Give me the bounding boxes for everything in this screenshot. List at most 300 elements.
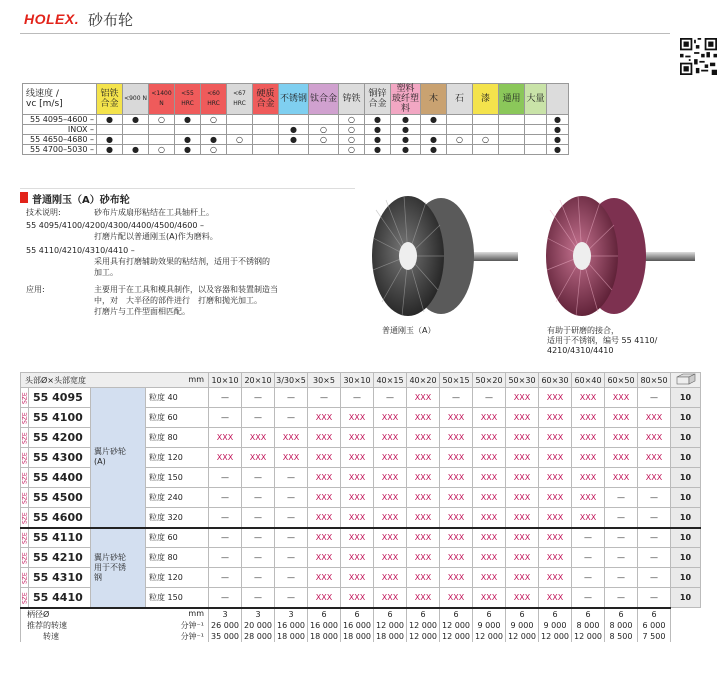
article-code: 55 4100 bbox=[29, 408, 91, 428]
size-header: 60×30 bbox=[539, 373, 572, 388]
availability-cell: XXX bbox=[440, 508, 473, 528]
material-col-0: 铝铁 合金 bbox=[97, 84, 123, 115]
availability-cell: — bbox=[638, 588, 671, 608]
spec-value: 12 000 bbox=[407, 620, 440, 631]
availability-cell: — bbox=[638, 388, 671, 408]
availability-cell: XXX bbox=[605, 388, 638, 408]
material-row-code: 55 4650–4680 – bbox=[23, 135, 97, 145]
grit-label: 粒度 80 bbox=[146, 428, 209, 448]
availability-cell: — bbox=[209, 588, 242, 608]
sze-tag: SZE bbox=[21, 468, 29, 488]
suitability-cell: ● bbox=[365, 115, 391, 125]
availability-cell: XXX bbox=[341, 468, 374, 488]
spec-row bbox=[21, 631, 701, 642]
holex-logo: HOLEX. bbox=[24, 11, 80, 27]
availability-cell: XXX bbox=[473, 528, 506, 548]
availability-cell: XXX bbox=[407, 528, 440, 548]
flap-wheel-a-image bbox=[366, 190, 521, 325]
pack-qty: 10 bbox=[671, 468, 701, 488]
suitability-cell: ● bbox=[175, 135, 201, 145]
sze-tag: SZE bbox=[21, 408, 29, 428]
spec-value: 6 bbox=[440, 608, 473, 620]
suitability-cell bbox=[473, 115, 499, 125]
spec-value: 18 000 bbox=[275, 631, 308, 642]
suitability-cell: ● bbox=[547, 125, 569, 135]
suitability-cell bbox=[201, 125, 227, 135]
spec-value: 6 bbox=[374, 608, 407, 620]
suitability-cell: ● bbox=[279, 135, 309, 145]
availability-cell: XXX bbox=[407, 408, 440, 428]
suitability-cell: ● bbox=[421, 145, 447, 155]
sze-tag: SZE bbox=[21, 488, 29, 508]
suitability-cell bbox=[447, 145, 473, 155]
availability-cell: XXX bbox=[341, 548, 374, 568]
availability-cell: — bbox=[209, 548, 242, 568]
pack-qty: 10 bbox=[671, 508, 701, 528]
sze-tag: SZE bbox=[21, 548, 29, 568]
material-col-3: <55 HRC bbox=[175, 84, 201, 115]
qr-code-icon bbox=[680, 38, 717, 75]
material-col-5: <67 HRC bbox=[227, 84, 253, 115]
availability-cell: XXX bbox=[374, 528, 407, 548]
availability-cell: — bbox=[242, 588, 275, 608]
speed-label: 线速度 / vc [m/s] bbox=[23, 84, 97, 115]
material-col-4: <60 HRC bbox=[201, 84, 227, 115]
spec-label: 推荐的转速 分钟⁻¹ bbox=[21, 620, 209, 631]
suitability-cell: ○ bbox=[149, 145, 175, 155]
spec-row bbox=[21, 620, 701, 631]
availability-cell: XXX bbox=[341, 448, 374, 468]
suitability-cell bbox=[525, 145, 547, 155]
suitability-cell bbox=[279, 115, 309, 125]
header-divider bbox=[20, 33, 670, 34]
availability-cell: — bbox=[242, 548, 275, 568]
size-header: 60×40 bbox=[572, 373, 605, 388]
spec-value: 3 bbox=[209, 608, 242, 620]
size-header: 10×10 bbox=[209, 373, 242, 388]
availability-cell: XXX bbox=[440, 548, 473, 568]
availability-cell: — bbox=[605, 588, 638, 608]
pack-qty: 10 bbox=[671, 588, 701, 608]
sze-tag: SZE bbox=[21, 388, 29, 408]
availability-cell: — bbox=[242, 528, 275, 548]
spec-value: 3 bbox=[275, 608, 308, 620]
availability-cell: XXX bbox=[242, 448, 275, 468]
material-row bbox=[23, 115, 569, 125]
availability-cell: — bbox=[275, 508, 308, 528]
availability-cell: XXX bbox=[638, 448, 671, 468]
availability-cell: — bbox=[605, 568, 638, 588]
availability-cell: XXX bbox=[638, 468, 671, 488]
availability-cell: XXX bbox=[473, 428, 506, 448]
article-code: 55 4110 bbox=[29, 528, 91, 548]
availability-cell: — bbox=[209, 388, 242, 408]
suitability-cell: ● bbox=[391, 125, 421, 135]
grit-label: 粒度 40 bbox=[146, 388, 209, 408]
size-header: 60×50 bbox=[605, 373, 638, 388]
availability-cell: — bbox=[242, 468, 275, 488]
suitability-cell: ● bbox=[279, 125, 309, 135]
suitability-cell bbox=[473, 145, 499, 155]
availability-cell: — bbox=[638, 508, 671, 528]
availability-cell: XXX bbox=[407, 588, 440, 608]
grit-label: 粒度 150 bbox=[146, 588, 209, 608]
material-col-10: 铜锌 合金 bbox=[365, 84, 391, 115]
spec-value: 12 000 bbox=[374, 620, 407, 631]
material-col-6: 硬质 合金 bbox=[253, 84, 279, 115]
spec-value: 6 bbox=[341, 608, 374, 620]
availability-cell: XXX bbox=[374, 428, 407, 448]
pack-qty: 10 bbox=[671, 488, 701, 508]
page-header bbox=[0, 0, 725, 40]
material-col-16: 大量 bbox=[525, 84, 547, 115]
suitability-cell bbox=[253, 145, 279, 155]
codes1-text: 打磨片配以普通刚玉(A)作为磨料。 bbox=[94, 232, 218, 241]
availability-cell: XXX bbox=[308, 428, 341, 448]
availability-cell: XXX bbox=[440, 428, 473, 448]
head-dim-label: 头部Ø×头部宽度 mm bbox=[21, 373, 209, 388]
spec-value: 18 000 bbox=[341, 631, 374, 642]
availability-cell: — bbox=[209, 408, 242, 428]
page-title: 砂布轮 bbox=[88, 11, 134, 29]
grit-label: 粒度 60 bbox=[146, 408, 209, 428]
availability-cell: — bbox=[572, 568, 605, 588]
suitability-cell bbox=[227, 125, 253, 135]
suitability-cell: ○ bbox=[339, 145, 365, 155]
availability-cell: XXX bbox=[539, 508, 572, 528]
suitability-cell: ● bbox=[97, 115, 123, 125]
availability-cell: XXX bbox=[473, 588, 506, 608]
availability-cell: — bbox=[473, 388, 506, 408]
availability-cell: XXX bbox=[308, 408, 341, 428]
material-row-code: 55 4700–5030 – bbox=[23, 145, 97, 155]
availability-cell: — bbox=[242, 408, 275, 428]
article-code: 55 4300 bbox=[29, 448, 91, 468]
spec-value: 6 bbox=[638, 608, 671, 620]
availability-cell: XXX bbox=[308, 568, 341, 588]
codes2: 55 4110/4210/4310/4410 – bbox=[26, 246, 135, 255]
pack-qty: 10 bbox=[671, 388, 701, 408]
spec-label: 柄径Ø mm bbox=[21, 608, 209, 620]
spec-value: 12 000 bbox=[407, 631, 440, 642]
availability-cell: XXX bbox=[440, 468, 473, 488]
availability-cell: XXX bbox=[473, 488, 506, 508]
article-code: 55 4310 bbox=[29, 568, 91, 588]
pack-qty: 10 bbox=[671, 548, 701, 568]
availability-cell: XXX bbox=[473, 548, 506, 568]
material-col-13: 石 bbox=[447, 84, 473, 115]
availability-cell: XXX bbox=[275, 428, 308, 448]
spec-value: 12 000 bbox=[539, 631, 572, 642]
use-text-3: 打磨片与工件型面相匹配。 bbox=[94, 307, 190, 316]
availability-cell: XXX bbox=[572, 508, 605, 528]
spec-value: 6 bbox=[473, 608, 506, 620]
material-col-7: 不锈钢 bbox=[279, 84, 309, 115]
availability-cell: — bbox=[638, 528, 671, 548]
availability-cell: XXX bbox=[506, 568, 539, 588]
availability-cell: — bbox=[209, 468, 242, 488]
use-text-1: 主要用于在工具和模具制作，以及容器和装置制造当 bbox=[94, 285, 278, 294]
size-header: 50×30 bbox=[506, 373, 539, 388]
spec-row bbox=[21, 608, 701, 620]
availability-cell: — bbox=[209, 568, 242, 588]
availability-cell: XXX bbox=[308, 508, 341, 528]
spec-label: 转速 分钟⁻¹ bbox=[21, 631, 209, 642]
availability-cell: XXX bbox=[506, 408, 539, 428]
article-code: 55 4600 bbox=[29, 508, 91, 528]
spec-value: 3 bbox=[242, 608, 275, 620]
material-table bbox=[22, 83, 569, 155]
material-col-17 bbox=[547, 84, 569, 115]
suitability-cell bbox=[421, 125, 447, 135]
suitability-cell bbox=[227, 115, 253, 125]
availability-cell: XXX bbox=[374, 548, 407, 568]
availability-cell: XXX bbox=[374, 448, 407, 468]
sze-tag: SZE bbox=[21, 428, 29, 448]
spec-value: 12 000 bbox=[440, 620, 473, 631]
availability-cell: XXX bbox=[440, 528, 473, 548]
availability-cell: — bbox=[275, 388, 308, 408]
spec-value: 20 000 bbox=[242, 620, 275, 631]
pack-qty: 10 bbox=[671, 428, 701, 448]
section-marker bbox=[20, 192, 28, 203]
material-col-9: 铸铁 bbox=[339, 84, 365, 115]
availability-cell: XXX bbox=[308, 588, 341, 608]
suitability-cell: ○ bbox=[339, 115, 365, 125]
availability-cell: — bbox=[572, 548, 605, 568]
spec-value: 7 500 bbox=[638, 631, 671, 642]
availability-cell: XXX bbox=[473, 468, 506, 488]
availability-cell: XXX bbox=[407, 568, 440, 588]
availability-cell: XXX bbox=[473, 508, 506, 528]
availability-cell: XXX bbox=[341, 428, 374, 448]
availability-cell: — bbox=[605, 488, 638, 508]
grit-label: 粒度 120 bbox=[146, 448, 209, 468]
suitability-cell bbox=[279, 145, 309, 155]
suitability-cell: ○ bbox=[339, 135, 365, 145]
spec-value: 26 000 bbox=[209, 620, 242, 631]
suitability-cell: ● bbox=[391, 115, 421, 125]
availability-cell: XXX bbox=[539, 528, 572, 548]
availability-cell: XXX bbox=[242, 428, 275, 448]
spec-value: 35 000 bbox=[209, 631, 242, 642]
suitability-cell: ● bbox=[547, 145, 569, 155]
spec-value: 16 000 bbox=[341, 620, 374, 631]
availability-cell: — bbox=[638, 548, 671, 568]
size-header: 30×10 bbox=[341, 373, 374, 388]
suitability-cell bbox=[309, 115, 339, 125]
availability-cell: — bbox=[242, 488, 275, 508]
availability-cell: XXX bbox=[374, 588, 407, 608]
caption-a: 普通刚玉（A） bbox=[382, 326, 436, 335]
size-header: 20×10 bbox=[242, 373, 275, 388]
suitability-cell: ● bbox=[547, 135, 569, 145]
suitability-cell bbox=[149, 125, 175, 135]
suitability-cell: ● bbox=[547, 115, 569, 125]
suitability-cell: ● bbox=[365, 125, 391, 135]
availability-cell: XXX bbox=[506, 508, 539, 528]
availability-cell: XXX bbox=[440, 568, 473, 588]
material-row bbox=[23, 125, 569, 135]
suitability-cell bbox=[97, 125, 123, 135]
suitability-cell: ● bbox=[365, 135, 391, 145]
suitability-cell bbox=[525, 115, 547, 125]
availability-cell: XXX bbox=[506, 488, 539, 508]
pack-qty: 10 bbox=[671, 448, 701, 468]
availability-cell: XXX bbox=[374, 488, 407, 508]
availability-cell: — bbox=[275, 528, 308, 548]
availability-cell: XXX bbox=[209, 448, 242, 468]
availability-cell: XXX bbox=[440, 408, 473, 428]
material-row-code: INOX – bbox=[23, 125, 97, 135]
availability-cell: XXX bbox=[539, 488, 572, 508]
spec-value: 6 bbox=[506, 608, 539, 620]
availability-cell: XXX bbox=[539, 448, 572, 468]
spec-value: 18 000 bbox=[308, 631, 341, 642]
article-code: 55 4200 bbox=[29, 428, 91, 448]
availability-cell: — bbox=[638, 488, 671, 508]
material-row-code: 55 4095–4600 – bbox=[23, 115, 97, 125]
suitability-cell: ● bbox=[365, 145, 391, 155]
suitability-cell bbox=[309, 145, 339, 155]
suitability-cell bbox=[123, 125, 149, 135]
size-header: 3/30×5 bbox=[275, 373, 308, 388]
material-col-12: 木 bbox=[421, 84, 447, 115]
suitability-cell bbox=[447, 115, 473, 125]
article-code: 55 4500 bbox=[29, 488, 91, 508]
pack-qty: 10 bbox=[671, 408, 701, 428]
availability-cell: XXX bbox=[374, 568, 407, 588]
suitability-cell bbox=[473, 125, 499, 135]
grit-label: 粒度 60 bbox=[146, 528, 209, 548]
suitability-cell: ● bbox=[421, 115, 447, 125]
suitability-cell bbox=[499, 115, 525, 125]
size-header: 80×50 bbox=[638, 373, 671, 388]
article-code: 55 4400 bbox=[29, 468, 91, 488]
availability-cell: XXX bbox=[506, 468, 539, 488]
availability-cell: — bbox=[242, 388, 275, 408]
availability-cell: XXX bbox=[308, 448, 341, 468]
spec-value: 6 000 bbox=[638, 620, 671, 631]
availability-cell: XXX bbox=[506, 448, 539, 468]
availability-cell: XXX bbox=[407, 508, 440, 528]
section-heading bbox=[20, 188, 355, 204]
availability-cell: XXX bbox=[539, 468, 572, 488]
spec-value: 12 000 bbox=[440, 631, 473, 642]
suitability-cell bbox=[525, 125, 547, 135]
availability-cell: XXX bbox=[473, 448, 506, 468]
availability-cell: XXX bbox=[407, 468, 440, 488]
availability-cell: XXX bbox=[539, 408, 572, 428]
material-row bbox=[23, 145, 569, 155]
availability-cell: XXX bbox=[572, 448, 605, 468]
availability-cell: — bbox=[209, 508, 242, 528]
availability-cell: XXX bbox=[374, 508, 407, 528]
availability-cell: — bbox=[638, 568, 671, 588]
package-icon bbox=[671, 373, 701, 388]
codes1: 55 4095/4100/4200/4300/4400/4500/4600 – bbox=[26, 221, 204, 230]
caption-b-3: 4210/4310/4410 bbox=[547, 346, 614, 355]
availability-cell: XXX bbox=[374, 468, 407, 488]
availability-cell: XXX bbox=[407, 488, 440, 508]
suitability-cell bbox=[499, 135, 525, 145]
availability-cell: XXX bbox=[407, 388, 440, 408]
suitability-cell: ○ bbox=[473, 135, 499, 145]
availability-cell: XXX bbox=[605, 448, 638, 468]
availability-cell: XXX bbox=[440, 588, 473, 608]
spec-value: 9 000 bbox=[539, 620, 572, 631]
availability-cell: XXX bbox=[638, 408, 671, 428]
availability-cell: XXX bbox=[539, 428, 572, 448]
use-text-2: 中，对 大半径的部件进行 打磨和抛光加工。 bbox=[94, 296, 262, 305]
article-code: 55 4095 bbox=[29, 388, 91, 408]
suitability-cell: ○ bbox=[201, 115, 227, 125]
article-code: 55 4410 bbox=[29, 588, 91, 608]
availability-cell: XXX bbox=[341, 588, 374, 608]
availability-cell: XXX bbox=[473, 408, 506, 428]
size-header: 50×20 bbox=[473, 373, 506, 388]
spec-value: 6 bbox=[605, 608, 638, 620]
spec-value: 16 000 bbox=[275, 620, 308, 631]
group-label-inox: 翼片砂轮 用于不锈 钢 bbox=[91, 528, 146, 608]
use-label: 应用: bbox=[26, 285, 45, 294]
availability-cell: — bbox=[440, 388, 473, 408]
availability-cell: XXX bbox=[440, 448, 473, 468]
availability-cell: XXX bbox=[407, 448, 440, 468]
availability-cell: XXX bbox=[572, 468, 605, 488]
sze-tag: SZE bbox=[21, 588, 29, 608]
availability-cell: XXX bbox=[506, 388, 539, 408]
availability-cell: — bbox=[605, 508, 638, 528]
availability-cell: XXX bbox=[605, 408, 638, 428]
table-row bbox=[21, 388, 701, 408]
availability-cell: XXX bbox=[341, 508, 374, 528]
spec-value: 6 bbox=[407, 608, 440, 620]
availability-cell: — bbox=[275, 408, 308, 428]
suitability-cell bbox=[253, 115, 279, 125]
availability-cell: XXX bbox=[407, 428, 440, 448]
suitability-cell: ● bbox=[123, 115, 149, 125]
table-row bbox=[21, 528, 701, 548]
availability-cell: XXX bbox=[539, 548, 572, 568]
suitability-cell: ○ bbox=[201, 145, 227, 155]
availability-cell: XXX bbox=[308, 528, 341, 548]
material-col-14: 漆 bbox=[473, 84, 499, 115]
suitability-cell: ● bbox=[421, 135, 447, 145]
suitability-cell bbox=[525, 135, 547, 145]
availability-cell: — bbox=[341, 388, 374, 408]
availability-cell: XXX bbox=[374, 408, 407, 428]
availability-cell: XXX bbox=[440, 488, 473, 508]
spec-value: 12 000 bbox=[572, 631, 605, 642]
material-row bbox=[23, 135, 569, 145]
availability-cell: XXX bbox=[572, 408, 605, 428]
section-title: 普通刚玉（A）砂布轮 bbox=[32, 195, 130, 206]
spec-value: 28 000 bbox=[242, 631, 275, 642]
availability-cell: XXX bbox=[572, 388, 605, 408]
availability-cell: XXX bbox=[308, 548, 341, 568]
availability-cell: — bbox=[275, 568, 308, 588]
suitability-cell bbox=[447, 125, 473, 135]
spec-value: 8 000 bbox=[572, 620, 605, 631]
availability-cell: — bbox=[605, 548, 638, 568]
spec-value: 16 000 bbox=[308, 620, 341, 631]
suitability-cell: ● bbox=[97, 135, 123, 145]
spec-value: 9 000 bbox=[473, 620, 506, 631]
availability-cell: XXX bbox=[341, 568, 374, 588]
material-col-2: <1400 N bbox=[149, 84, 175, 115]
availability-cell: — bbox=[275, 588, 308, 608]
